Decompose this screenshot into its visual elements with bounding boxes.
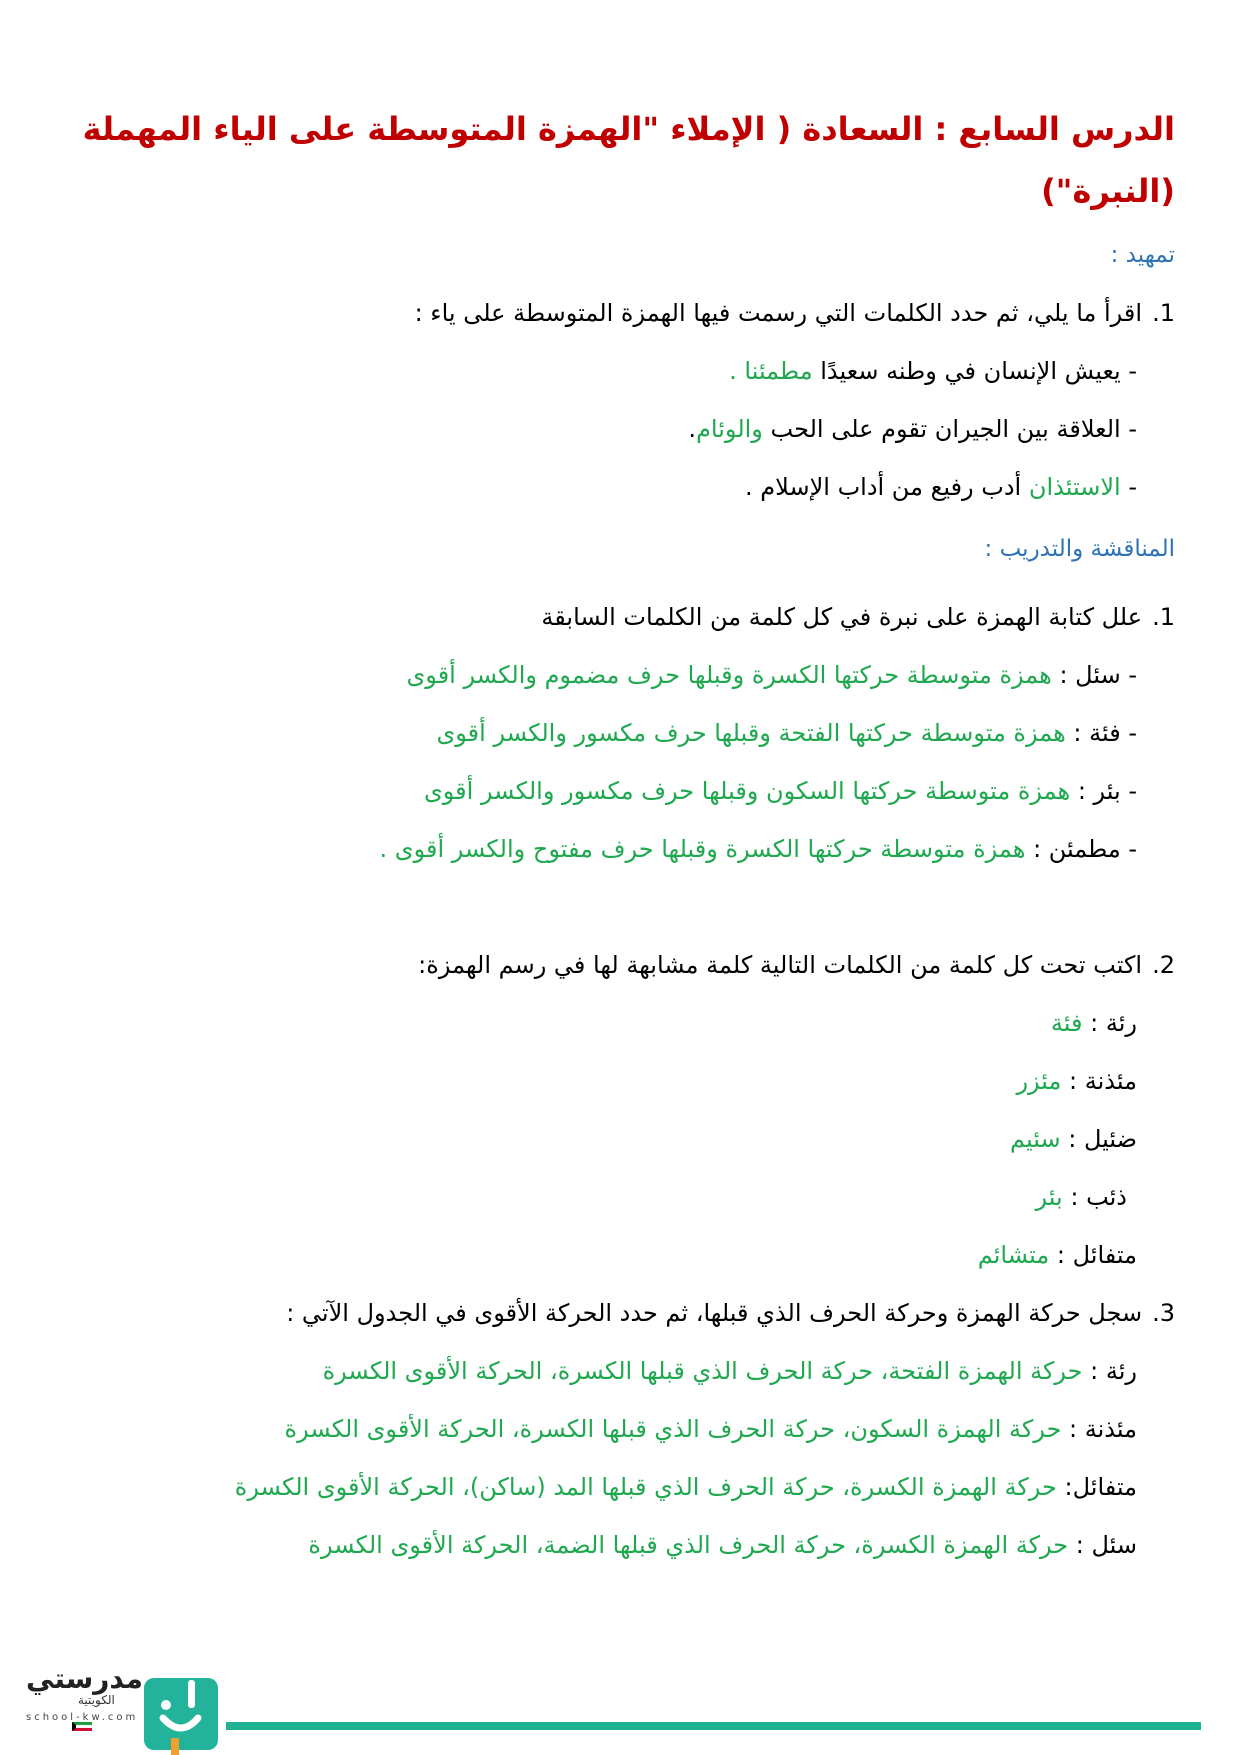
answer-text: سئيم bbox=[1010, 1125, 1061, 1153]
answer-text: همزة متوسطة حركتها الفتحة وقبلها حرف مكسور والكسر أقوى bbox=[436, 719, 1066, 747]
answer-word: مئذنة : bbox=[1061, 1415, 1137, 1443]
lesson-title-line2: (النبرة") bbox=[1041, 172, 1175, 210]
answer-text: همزة متوسطة حركتها الكسرة وقبلها حرف مضموم والكسر أقوى bbox=[406, 661, 1052, 689]
answer-row bbox=[40, 762, 1175, 820]
intro-question bbox=[40, 284, 1175, 342]
answer-word: - سئل : bbox=[1051, 661, 1137, 689]
answer-row bbox=[40, 1168, 1175, 1226]
answer-row bbox=[40, 1516, 1175, 1574]
logo-subtitle: الكويتية bbox=[78, 1693, 115, 1707]
answer-word: ذئب : bbox=[1062, 1183, 1127, 1211]
answer-word: مئذنة : bbox=[1061, 1067, 1137, 1095]
sentence bbox=[40, 342, 1175, 400]
answer-row bbox=[40, 646, 1175, 704]
question-text: سجل حركة الهمزة وحركة الحرف الذي قبلها، ثم حدد الحركة الأقوى في الجدول الآتي : bbox=[286, 1299, 1143, 1327]
sentence-text: - العلاقة بين الجيران تقوم على الحب bbox=[762, 415, 1137, 443]
answer-text: حركة الهمزة الفتحة، حركة الحرف الذي قبلها الكسرة، الحركة الأقوى الكسرة bbox=[322, 1357, 1083, 1385]
question-text: علل كتابة الهمزة على نبرة في كل كلمة من الكلمات السابقة bbox=[541, 603, 1143, 631]
sentence bbox=[40, 458, 1175, 516]
logo-name: مدرستي bbox=[26, 1662, 143, 1695]
answer-word: - بئر : bbox=[1070, 777, 1137, 805]
answer-row bbox=[40, 994, 1175, 1052]
answer-text: بئر bbox=[1035, 1183, 1063, 1211]
highlight-word: مطمئنا . bbox=[729, 357, 813, 385]
answer-text: مئزر bbox=[1016, 1067, 1062, 1095]
answer-row bbox=[40, 1400, 1175, 1458]
answer-row bbox=[40, 704, 1175, 762]
answer-word: سئل : bbox=[1068, 1531, 1137, 1559]
question-number: 1. bbox=[1152, 299, 1175, 327]
answer-word: رئة : bbox=[1082, 1009, 1137, 1037]
sentence-text: أدب رفيع من أداب الإسلام . bbox=[745, 473, 1029, 501]
question-text: اكتب تحت كل كلمة من الكلمات التالية كلمة مشابهة لها في رسم الهمزة: bbox=[418, 951, 1143, 979]
intro-heading: تمهيد : bbox=[1110, 242, 1175, 268]
answer-word: - مطمئن : bbox=[1025, 835, 1137, 863]
answer-word: رئة : bbox=[1082, 1357, 1137, 1385]
answer-row bbox=[40, 1052, 1175, 1110]
question-number: 3. bbox=[1152, 1299, 1175, 1327]
highlight-word: الاستئذان bbox=[1028, 473, 1121, 501]
question-3 bbox=[40, 1284, 1175, 1342]
answer-row bbox=[40, 1226, 1175, 1284]
answer-row bbox=[40, 820, 1175, 878]
answer-text: همزة متوسطة حركتها الكسرة وقبلها حرف مفتوح والكسر أقوى . bbox=[379, 835, 1026, 863]
sentence bbox=[40, 400, 1175, 458]
answer-row bbox=[40, 1458, 1175, 1516]
answer-text: همزة متوسطة حركتها السكون وقبلها حرف مكسور والكسر أقوى bbox=[423, 777, 1071, 805]
question-number: 2. bbox=[1152, 951, 1175, 979]
highlight-word: والوئام bbox=[696, 415, 763, 443]
discussion-heading: المناقشة والتدريب : bbox=[984, 536, 1175, 562]
answer-text: متشائم bbox=[977, 1241, 1050, 1269]
answer-text: حركة الهمزة الكسرة، حركة الحرف الذي قبلها المد (ساكن)، الحركة الأقوى الكسرة bbox=[234, 1473, 1057, 1501]
answer-text: حركة الهمزة السكون، حركة الحرف الذي قبلها الكسرة، الحركة الأقوى الكسرة bbox=[284, 1415, 1062, 1443]
answer-word: متفائل : bbox=[1049, 1241, 1137, 1269]
answer-word: متفائل: bbox=[1056, 1473, 1137, 1501]
answer-word: - فئة : bbox=[1065, 719, 1137, 747]
answer-text: حركة الهمزة الكسرة، حركة الحرف الذي قبلها الضمة، الحركة الأقوى الكسرة bbox=[308, 1531, 1069, 1559]
question-text: اقرأ ما يلي، ثم حدد الكلمات التي رسمت فيها الهمزة المتوسطة على ياء : bbox=[414, 299, 1143, 327]
footer-divider bbox=[226, 1722, 1201, 1730]
lesson-title-line1: الدرس السابع : السعادة ( الإملاء "الهمزة المتوسطة على الياء المهملة bbox=[82, 110, 1175, 148]
question-2 bbox=[40, 936, 1175, 994]
question-1 bbox=[40, 588, 1175, 646]
answer-word: ضئيل : bbox=[1060, 1125, 1137, 1153]
logo-url: school-kw.com bbox=[26, 1712, 139, 1723]
question-number: 1. bbox=[1152, 603, 1175, 631]
answer-row bbox=[40, 1110, 1175, 1168]
answer-row bbox=[40, 1342, 1175, 1400]
sentence-text: - يعيش الإنسان في وطنه سعيدًا bbox=[812, 357, 1137, 385]
sentence-text: - bbox=[1120, 473, 1137, 501]
answer-text: فئة bbox=[1050, 1009, 1083, 1037]
sentence-text: . bbox=[688, 415, 697, 443]
